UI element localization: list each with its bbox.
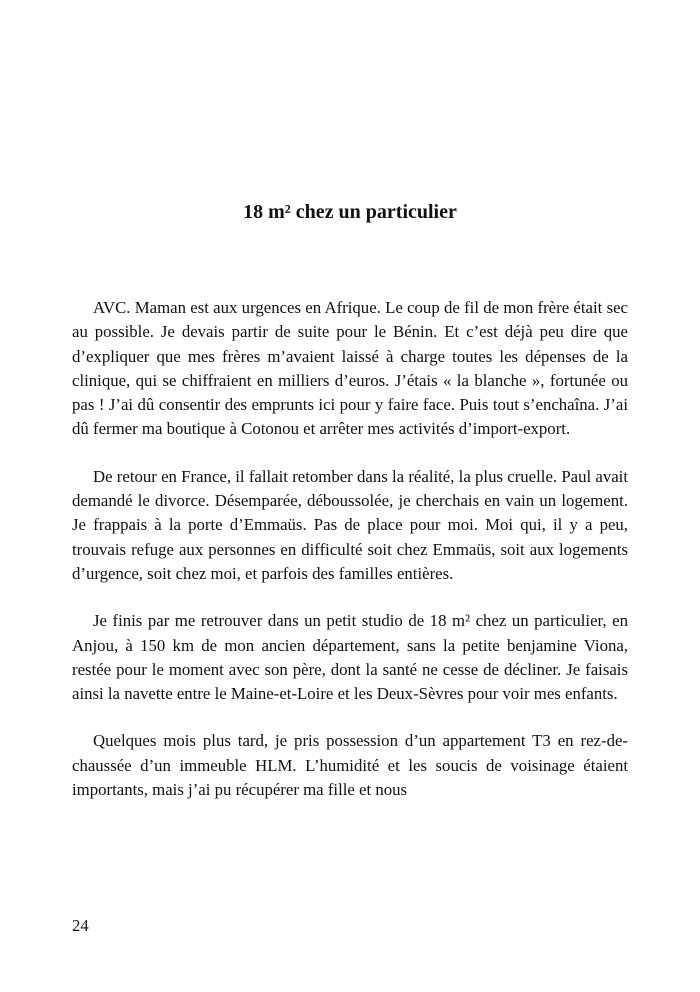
paragraph: Je finis par me retrouver dans un petit studio de 18 m² chez un particulier, en Anjou, à 150 km de mon ancien département, sans la petite benjamine Viona, restée pour le moment avec son père, dont la santé ne cesse de décliner. Je faisais ainsi la navette entre le Maine-et-Loire et les Deux-Sèvres pour voir mes enfants. <box>72 611 628 704</box>
paragraph: De retour en France, il fallait retomber dans la réalité, la plus cruelle. Paul avait demandé le divorce. Désemparée, déboussolée, je cherchais en vain un logement. Je frappais à la porte d’Emmaüs. Pas de place pour moi. Moi qui, il y a peu, trouvais refuge aux personnes en difficulté soit chez Emmaüs, soit aux logements d’urgence, soit chez moi, et parfois des familles entières. <box>72 466 628 583</box>
paragraph: Quelques mois plus tard, je pris possession d’un appartement T3 en rez-de-chaussée d’un immeuble HLM. L’humidité et les soucis de voisinage étaient importants, mais j’ai pu récupérer ma fille et nous <box>72 731 628 800</box>
body-text <box>72 296 628 825</box>
paragraph: AVC. Maman est aux urgences en Afrique. Le coup de fil de mon frère était sec au possible. Je devais partir de suite pour le Bénin. Et c’est déjà peu dire que d’expliquer que mes frères m’avaient laissé à charge toutes les dépenses de la clinique, qui se chiffraient en milliers d’euros. J’étais « la blanche », fortunée ou pas ! J’ai dû consentir des emprunts ici pour y faire face. Puis tout s’enchaîna. J’ai dû fermer ma boutique à Cotonou et arrêter mes activités d’import-export. <box>72 298 628 439</box>
page-number: 24 <box>72 916 89 935</box>
chapter-title: 18 m² chez un particulier <box>243 201 457 223</box>
